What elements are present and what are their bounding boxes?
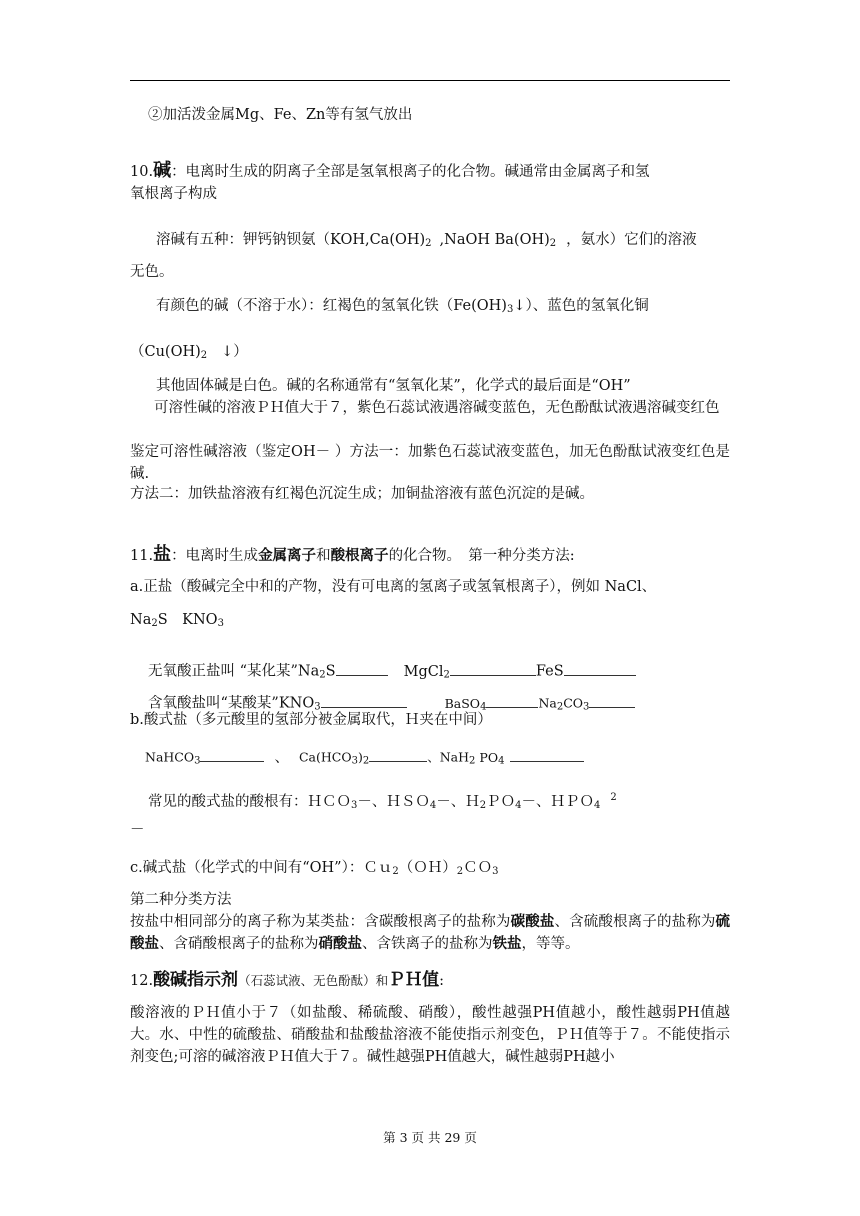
section-12-paragraph: 酸溶液的ＰＨ值小于７（如盐酸、稀硫酸、硝酸），酸性越强PH值越小，酸性越弱PH值越大。水、中性的硫酸盐、硝酸盐和盐酸盐溶液不能使指示剂变色，ＰＨ值等于７。不能使指示剂变色;可溶的碱溶液ＰＨ值大于７。碱性越强PH值越大，碱性越弱PH越小 [130,1005,730,1065]
section-10-definition: 10.碱：电离时生成的阴离子全部是氢氧根离子的化合物。碱通常由金属离子和氢 氧根离子构成 [130,160,650,202]
second-method-paragraph: 按盐中相同部分的离子称为某类盐：含碳酸根离子的盐称为碳酸盐、含硫酸根离子的盐称为硫酸盐、含硝酸根离子的盐称为硝酸盐、含铁离子的盐称为铁盐，等等。 [130,913,731,952]
header-rule [130,80,730,81]
oxy-acid-salt-line: 含氧酸盐叫“某酸某$”KNO_3$ BaSO$_4$ $Na_2CO_3$ [148,692,635,714]
acid-salt-line: b.酸式盐（多元酸里的氢部分被金属取代，Ｈ夹在中间） [130,712,492,728]
base-identification-method-2: 方法二：加铁盐溶液有红褐色沉淀生成；加铜盐溶液有蓝色沉淀的是碱。 [130,486,594,502]
other-bases-line: 其他固体碱是白色。碱的名称通常有“氢氧化某”，化学式的最后面是“OH” [156,378,631,394]
basic-salt-line: c.碱式盐（化学式的中间有“OH”）：$Cu_2(OH)_2CO_3$ [130,860,499,877]
second-method-title: 第二种分类方法 [130,892,232,908]
section-12-heading: 12.酸碱指示剂（石蕊试液、无色酚酞）和ＰＨ值: [130,970,444,990]
acid-salt-examples: NaHCO$_3$ 、 $Ca(HCO_3)_2$ 、NaH$_2$ $PO_4$ [145,746,584,768]
page-footer: 第 3 页 共 29 页 [383,1130,477,1145]
copper-hydroxide-line: （$Cu(OH)_2$ ↓） [130,344,248,361]
acid-radicals-line-2: － [130,822,145,838]
base-identification-method-1: 鉴定可溶性碱溶液（鉴定OH－ ）方法一：加紫色石蕊试液变蓝色，加无色酚酞试液变红色是碱. [130,444,730,482]
acid-radicals-line: 常见的酸式盐的酸根有：ＨＣＯ$_3$－、ＨＳＯ$_4$－、Ｈ$_2$ＰＯ$_4$－、ＨＰＯ$_4^2$ [148,792,617,811]
soluble-bases-line-2: 无色。 [130,264,174,280]
base-ph-paragraph: 可溶性碱的溶液ＰＨ值大于７，紫色石蕊试液遇溶碱变蓝色，无色酚酞试液遇溶碱变红色 [154,400,720,416]
soluble-bases-line: 溶碱有五种：钾钙钠钡氨（$KOH,Ca(OH)_2$ ,NaOH $Ba(OH)_2$ ，氨水）它们的溶液 [156,232,697,249]
section-11-definition: 11.盐：电离时生成金属离子和酸根离子的化合物。 第一种分类方法: [130,544,575,565]
normal-salt-line: a.正盐（酸碱完全中和的产物，没有可电离的氢离子或氢氧根离子），例如 NaCl、 [130,579,657,595]
colored-bases-line: 有颜色的碱（不溶于水）：红褐色的氢氧化铁$(Fe(OH)_3↓)$、蓝色的氢氧化铜 [156,298,649,315]
oxygen-free-salt-line: 无氧酸正盐叫 “某化某$”Na_2S$ MgCl$_2$ FeS [148,660,636,682]
acid-property-line: ②加活泼金属Mg、Fe、Zn等有氢气放出 [148,107,413,123]
normal-salt-examples: $Na_2S$ $KNO_3$ [130,612,224,629]
